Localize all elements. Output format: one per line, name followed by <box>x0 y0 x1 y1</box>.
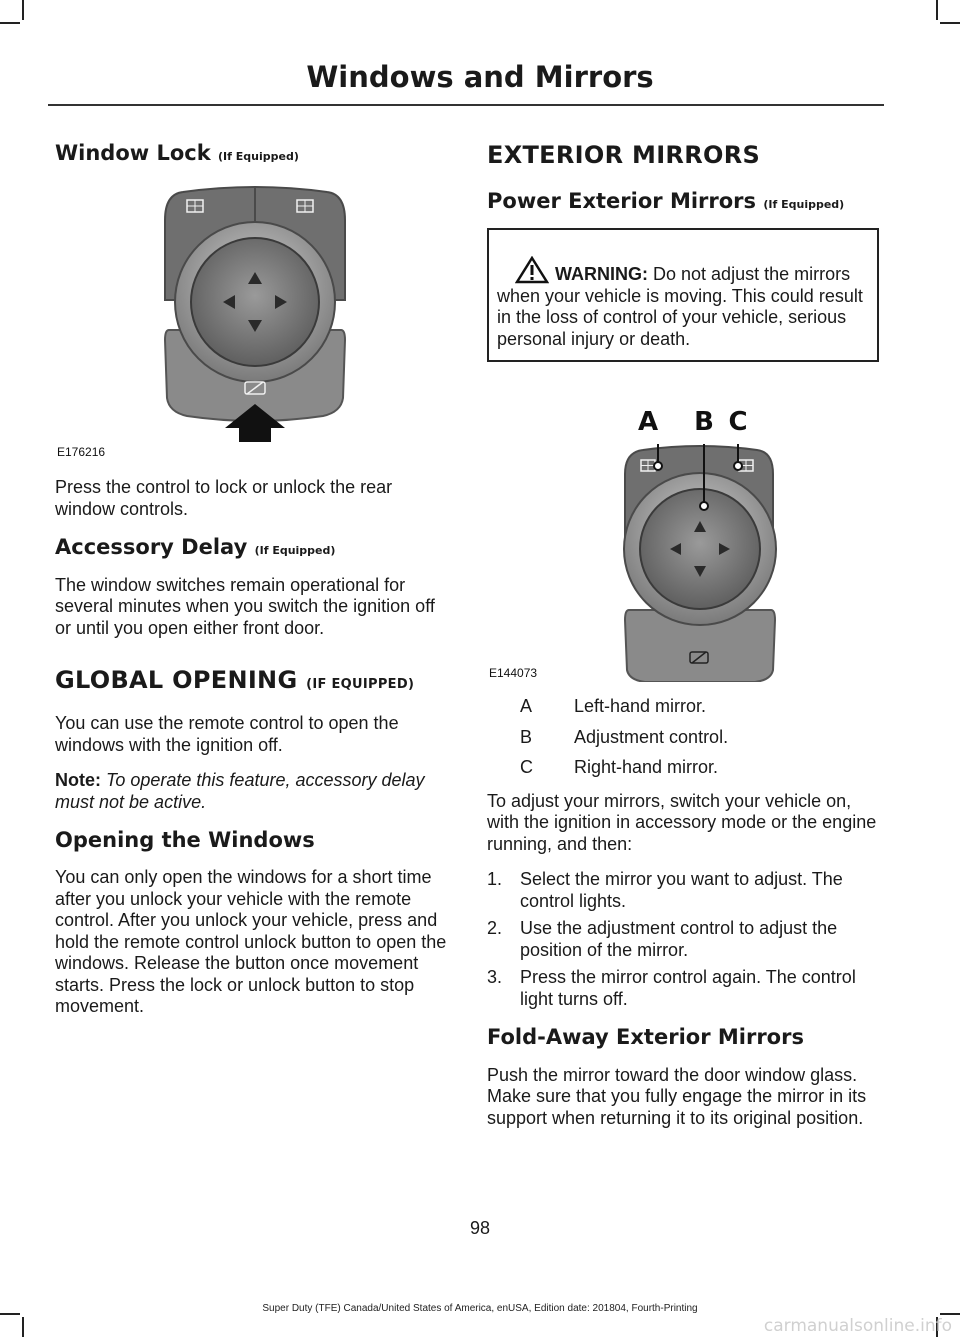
window-lock-heading <box>55 140 447 166</box>
opening-windows-heading: Opening the Windows <box>55 828 315 852</box>
crop-mark <box>0 22 20 24</box>
step-number: 2. <box>487 918 503 939</box>
warning-text: Do not adjust the mirrors when your vehicle is moving. This could result in the loss of control of your vehicle, serious personal injury or death. <box>497 264 863 349</box>
crop-mark <box>22 0 24 20</box>
global-opening-qualifier: (IF EQUIPPED) <box>306 677 415 692</box>
exterior-mirrors-heading: EXTERIOR MIRRORS <box>487 141 761 169</box>
accessory-delay-heading-text: Accessory Delay <box>55 535 248 560</box>
power-mirrors-qualifier: (If Equipped) <box>763 198 845 211</box>
figure-code: E144073 <box>489 666 538 681</box>
window-lock-qualifier: (If Equipped) <box>218 150 299 163</box>
legend-row <box>487 757 879 779</box>
legend-key: A <box>520 696 533 717</box>
page-title: Windows and Mirrors <box>306 60 654 94</box>
header-rule <box>48 104 884 106</box>
left-column <box>55 140 447 1032</box>
crop-mark <box>22 1317 24 1337</box>
window-lock-body: Press the control to lock or unlock the rear window controls. <box>55 477 393 519</box>
global-opening-heading <box>55 665 447 695</box>
global-opening-body: You can use the remote control to open the windows with the ignition off. <box>55 713 399 755</box>
fold-away-heading: Fold-Away Exterior Mirrors <box>487 1025 804 1050</box>
crop-mark <box>940 22 960 24</box>
global-opening-heading-text: GLOBAL OPENING <box>55 666 298 694</box>
figure-code: E176216 <box>57 445 106 460</box>
switch-inner-pad <box>191 238 319 366</box>
right-column <box>487 140 879 1143</box>
crop-mark <box>936 0 938 20</box>
opening-windows-body: You can only open the windows for a short time after you unlock your vehicle with the remote control. After you unlock your vehicle, press and hold the remote control unlock button to open the windows. Release the button once movement starts. Press the lock or unlock button to stop movement. <box>55 867 447 1017</box>
legend-key: C <box>520 757 533 778</box>
warning-icon <box>515 256 549 284</box>
global-opening-note <box>55 770 447 813</box>
legend-row <box>487 727 879 749</box>
legend-text: Right-hand mirror. <box>574 757 719 778</box>
window-lock-switch-illustration <box>55 180 447 463</box>
list-item <box>487 967 879 1010</box>
mirror-switch-illustration <box>487 392 879 682</box>
note-text: To operate this feature, accessory delay must not be active. <box>55 770 425 812</box>
note-label: Note: <box>55 770 101 790</box>
step-number: 1. <box>487 869 503 890</box>
power-mirrors-heading-text: Power Exterior Mirrors <box>487 189 757 213</box>
warning-box <box>487 228 879 362</box>
callout-c: C <box>728 407 748 438</box>
callout-a: A <box>637 407 659 438</box>
window-lock-heading-text: Window Lock <box>55 141 211 165</box>
legend-text: Left-hand mirror. <box>574 696 707 717</box>
accessory-delay-heading <box>55 534 447 560</box>
legend-text: Adjustment control. <box>574 726 729 747</box>
warning-label: WARNING: <box>555 264 648 285</box>
power-mirrors-heading <box>487 188 879 214</box>
accessory-delay-qualifier: (If Equipped) <box>254 544 336 558</box>
accessory-delay-body: The window switches remain operational for several minutes when you switch the ignition off or until you open either front door. <box>55 574 435 638</box>
mirror-adjust-steps <box>487 869 879 1010</box>
step-number: 3. <box>487 967 503 988</box>
step-text: Press the mirror control again. The control light turns off. <box>520 967 856 1009</box>
window-lock-figure <box>55 180 447 463</box>
legend-row <box>487 696 879 718</box>
footer-edition: Super Duty (TFE) Canada/United States of America, enUSA, Edition date: 201804, Fourth-Printing <box>262 1303 698 1314</box>
legend-key: B <box>520 726 533 747</box>
watermark: carmanualsonline.info <box>763 1316 952 1336</box>
list-item <box>487 918 879 961</box>
mirror-control-figure <box>487 392 879 682</box>
step-text: Select the mirror you want to adjust. The control lights. <box>520 869 843 911</box>
page-number: 98 <box>469 1218 491 1238</box>
list-item <box>487 869 879 912</box>
step-text: Use the adjustment control to adjust the position of the mirror. <box>520 918 838 960</box>
callout-b: B <box>694 407 714 438</box>
callout-legend <box>487 696 879 779</box>
fold-away-body: Push the mirror toward the door window glass. Make sure that you fully engage the mirror in its support when returning it to its original position. <box>487 1064 867 1128</box>
mirror-adjust-intro: To adjust your mirrors, switch your vehicle on, with the ignition in accessory mode or the engine running, and then: <box>487 790 877 854</box>
